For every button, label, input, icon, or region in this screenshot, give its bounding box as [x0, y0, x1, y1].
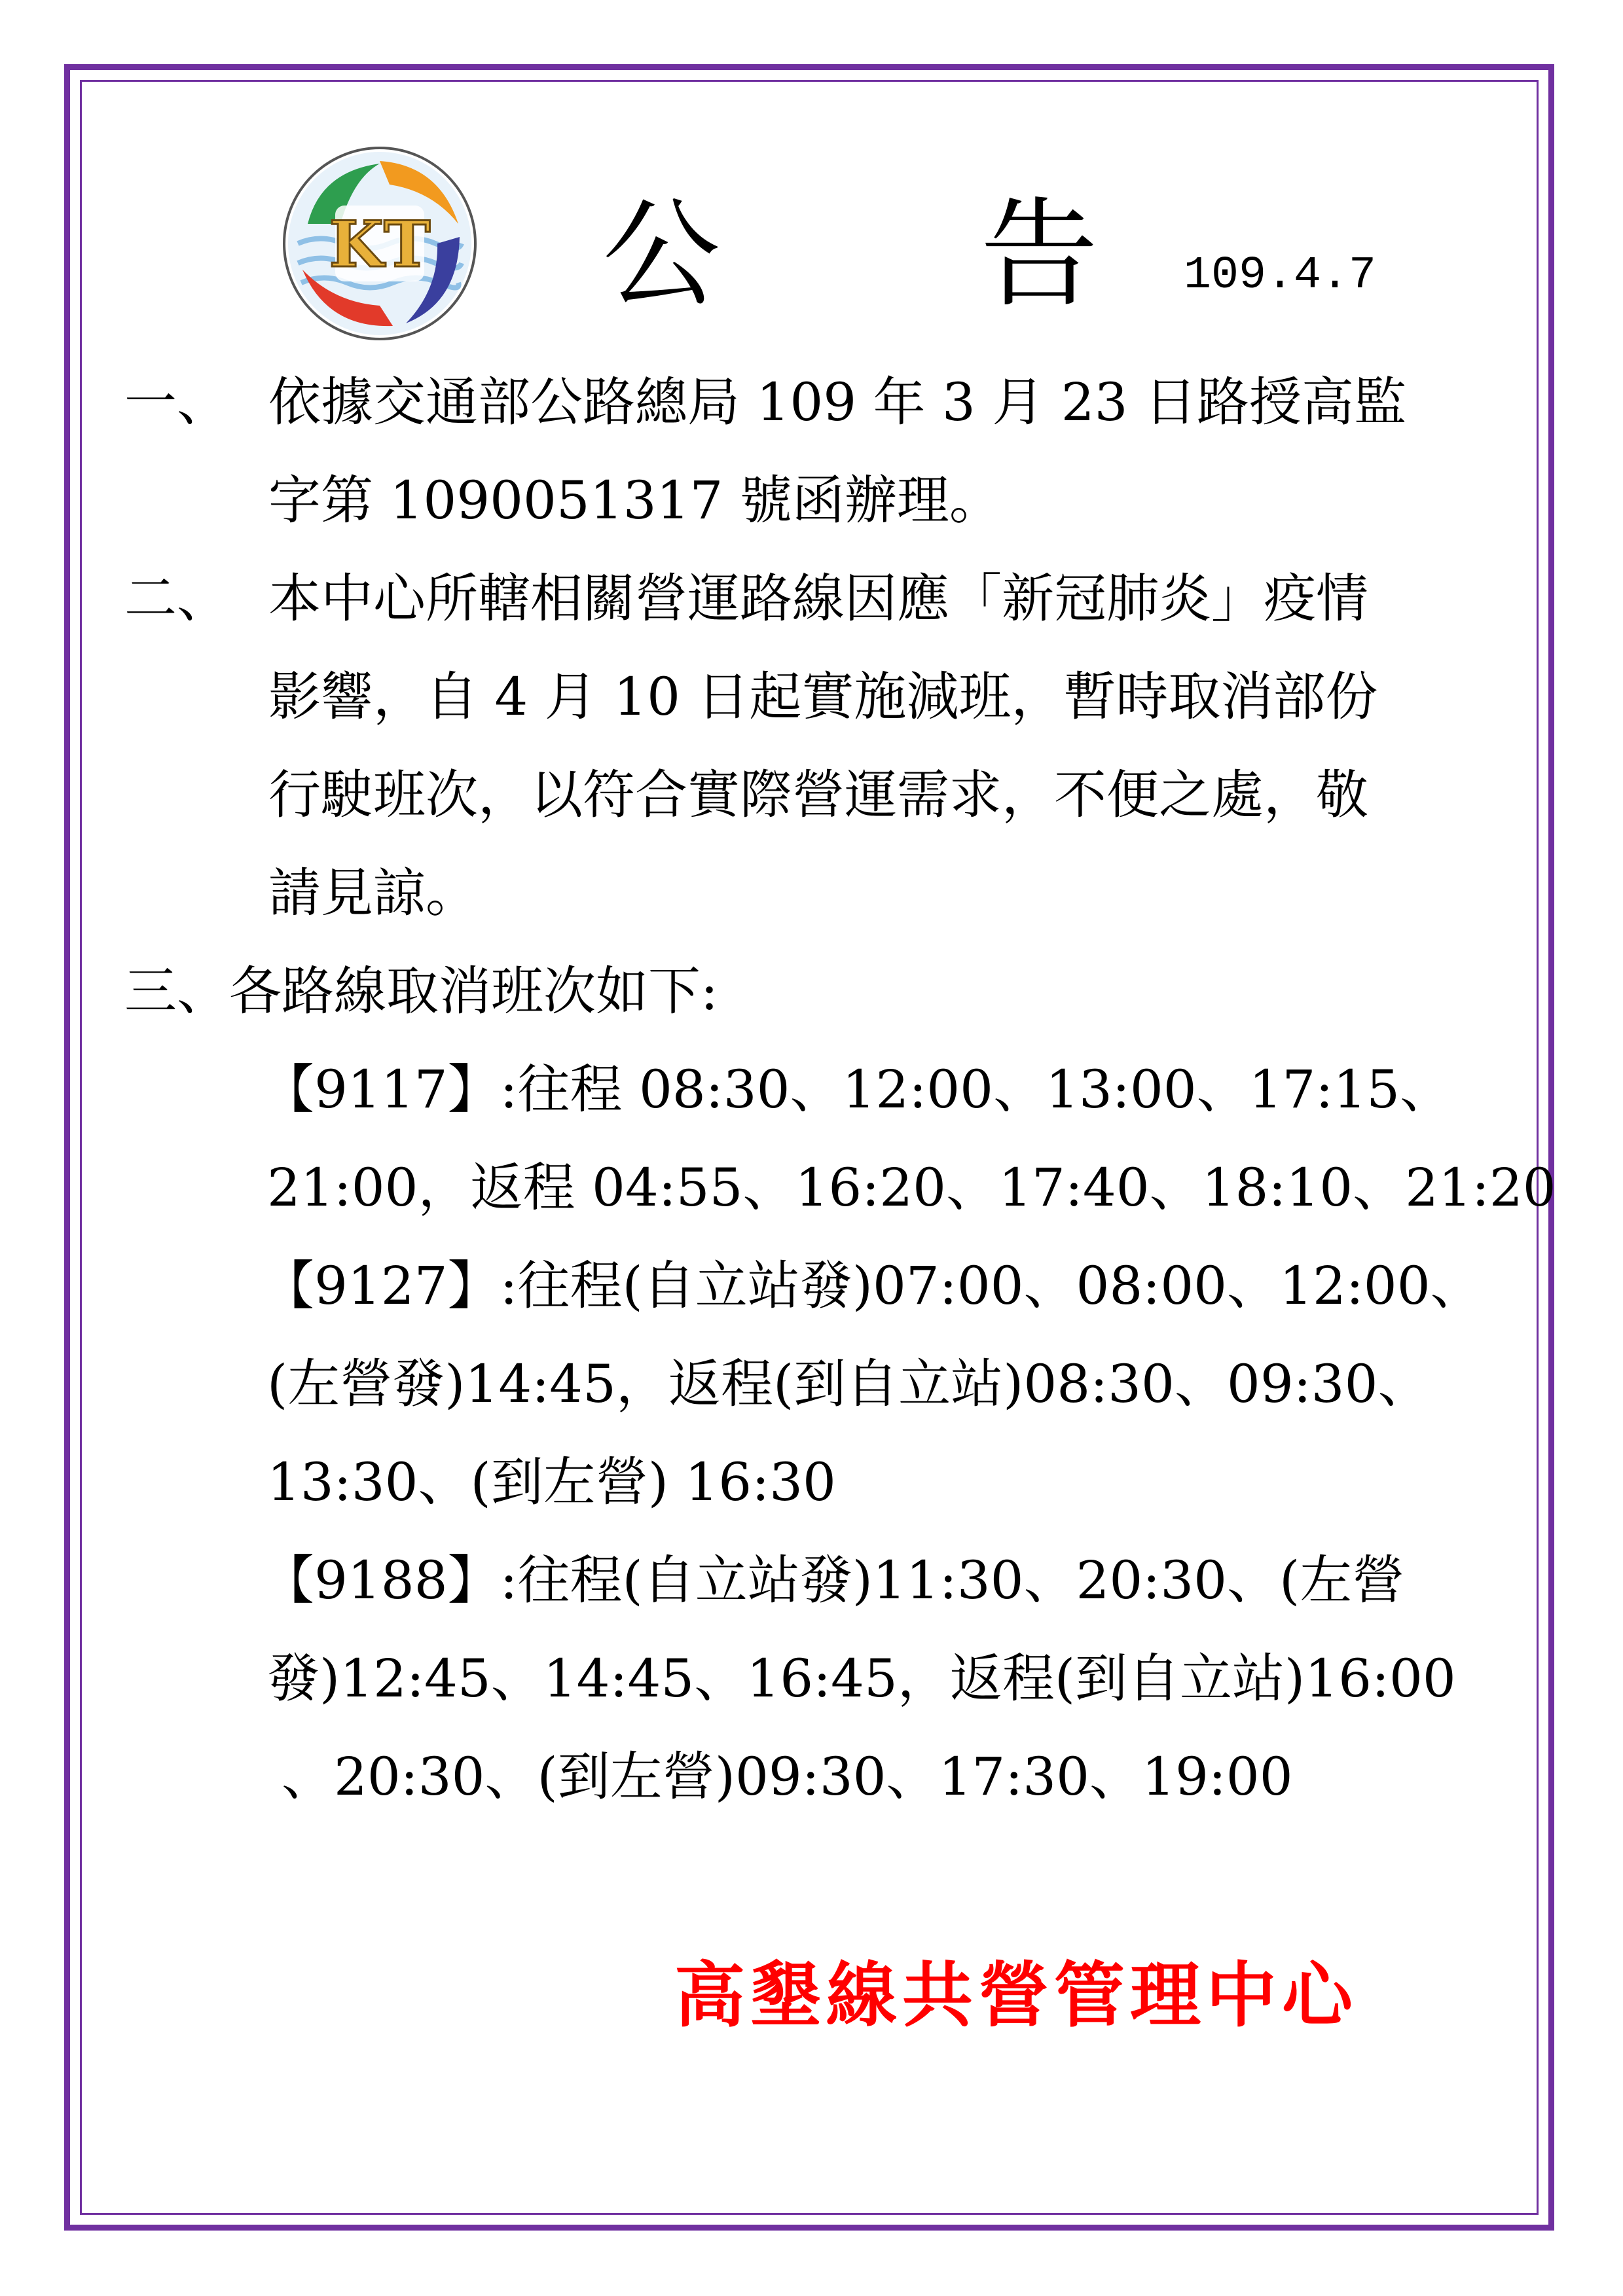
- page-title: 公 告: [602, 187, 1210, 323]
- item-2-line-2: 影響，自 4 月 10 日起實施減班，暫時取消部份: [268, 666, 1378, 727]
- item-2-line-1: 本中心所轄相關營運路線因應「新冠肺炎」疫情: [268, 568, 1368, 629]
- item-1-line-1: 依據交通部公路總局 109 年 3 月 23 日路授高監: [268, 372, 1406, 433]
- kt-logo-icon: [282, 145, 478, 342]
- route-9127-line-1: 【9127】:往程(自立站發)07:00、08:00、12:00、: [262, 1255, 1483, 1316]
- issuer-signature: 高墾線共營管理中心: [674, 1955, 1359, 2037]
- route-9188-line-1: 【9188】:往程(自立站發)11:30、20:30、(左營: [262, 1550, 1405, 1611]
- item-2-marker: 二、: [124, 568, 229, 629]
- section-3-heading: 三、各路線取消班次如下:: [124, 961, 718, 1022]
- announcement-date: 109.4.7: [1184, 250, 1377, 302]
- route-9127-line-3: 13:30、(到左營) 16:30: [267, 1452, 836, 1513]
- route-9127-line-2: (左營發)14:45，返程(到自立站)08:30、09:30、: [267, 1354, 1431, 1414]
- route-9188-line-2: 發)12:45、14:45、16:45，返程(到自立站)16:00: [267, 1648, 1456, 1709]
- item-2-line-3: 行駛班次，以符合實際營運需求，不便之處，敬: [268, 764, 1368, 825]
- item-1-line-2: 字第 1090051317 號函辦理。: [268, 470, 1002, 531]
- item-1-marker: 一、: [124, 372, 229, 433]
- route-9117-line-2: 21:00，返程 04:55、16:20、17:40、18:10、21:20: [267, 1157, 1556, 1218]
- item-2-line-4: 請見諒。: [268, 863, 478, 924]
- route-9117-line-1: 【9117】:往程 08:30、12:00、13:00、17:15、: [262, 1059, 1453, 1120]
- route-9188-line-3: 、20:30、(到左營)09:30、17:30、19:00: [282, 1746, 1293, 1807]
- logo-text: KT: [329, 207, 431, 281]
